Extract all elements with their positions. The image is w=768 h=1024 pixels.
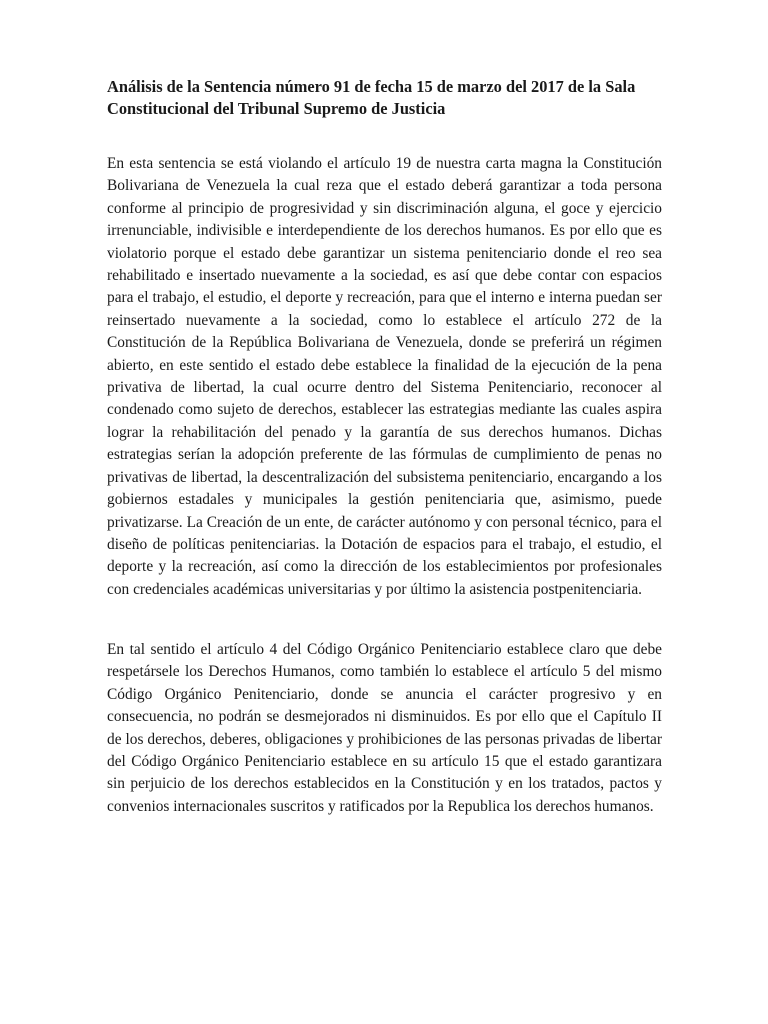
document-title: Análisis de la Sentencia número 91 de fecha 15 de marzo del 2017 de la Sala Constitucional del Tribunal Supremo de Justicia [107,77,636,118]
paragraph-1: En esta sentencia se está violando el artículo 19 de nuestra carta magna la Constitución Bolivariana de Venezuela la cual reza que el estado deberá garantizar a toda persona conforme al principio de progresividad y sin discriminación alguna, el goce y ejercicio irrenunciable, indivisible e interdependiente de los derechos humanos. Es por ello que es violatorio porque el estado debe garantizar un sistema penitenciario donde el reo sea rehabilitado e insertado nuevamente a la sociedad, es así que debe contar con espacios para el trabajo, el estudio, el deporte y recreación, para que el interno e interna puedan ser reinsertado nuevamente a la sociedad, como lo establece el artículo 272 de la Constitución de la República Bolivariana de Venezuela, donde se preferirá un régimen abierto, en este sentido el estado debe establece la finalidad de la ejecución de la pena privativa de libertad, la cual ocurre dentro del Sistema Penitenciario, reconocer al condenado como sujeto de derechos, establecer las estrategias mediante las cuales aspira lograr la rehabilitación del penado y la garantía de sus derechos humanos. Dichas estrategias serían la adopción preferente de las fórmulas de cumplimiento de penas no privativas de libertad, la descentralización del subsistema penitenciario, encargando a los gobiernos estadales y municipales la gestión penitenciaria que, asimismo, puede privatizarse. La Creación de un ente, de carácter autónomo y con personal técnico, para el diseño de políticas penitenciarias. la Dotación de espacios para el trabajo, el estudio, el deporte y la recreación, así como la dirección de los establecimientos por profesionales con credenciales académicas universitarias y por último la asistencia postpenitenciaria. [107,155,662,598]
paragraph-2: En tal sentido el artículo 4 del Código Orgánico Penitenciario establece claro que debe respetársele los Derechos Humanos, como también lo establece el artículo 5 del mismo Código Orgánico Penitenciario, donde se anuncia el carácter progresivo y en consecuencia, no podrán se desmejorados ni disminuidos. Es por ello que el Capítulo II de los derechos, deberes, obligaciones y prohibiciones de las personas privadas de libertar del Código Orgánico Penitenciario establece en su artículo 15 que el estado garantizara sin perjuicio de los derechos establecidos en la Constitución y en los tratados, pactos y convenios internacionales suscritos y ratificados por la Republica los derechos humanos. [107,641,662,815]
